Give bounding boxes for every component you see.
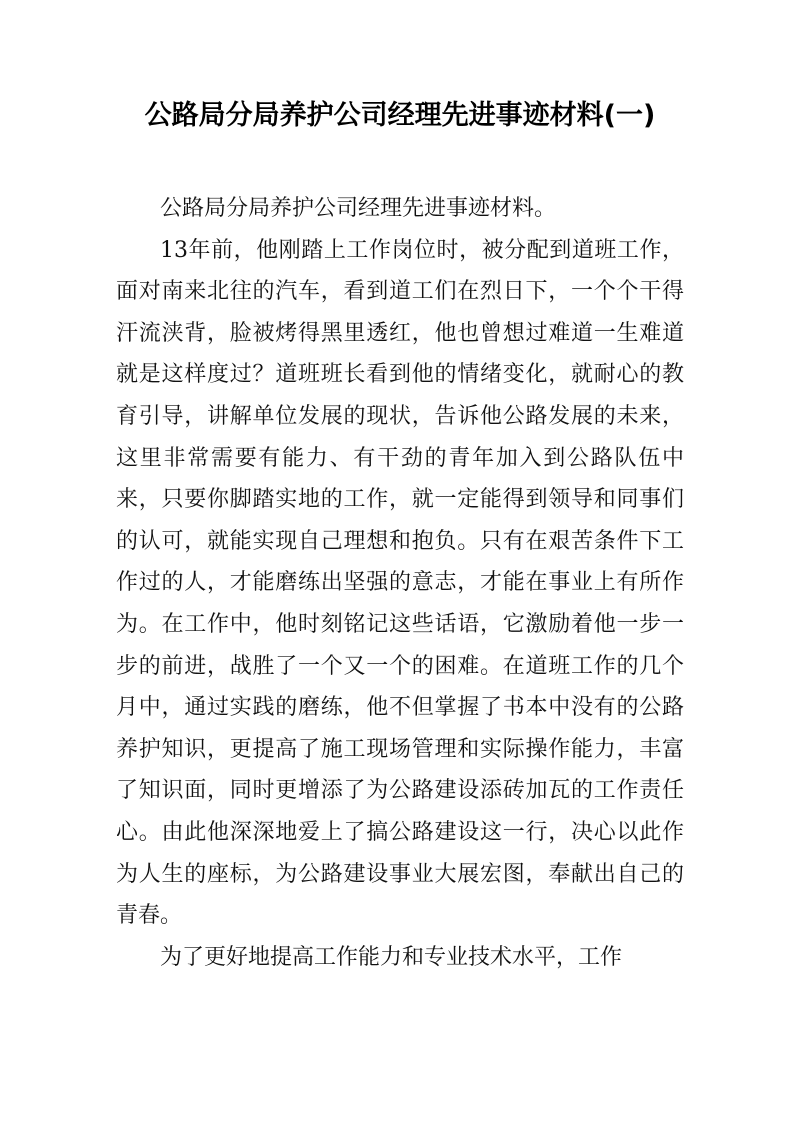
document-body bbox=[116, 188, 684, 978]
paragraph-continuation: 为了更好地提高工作能力和专业技术水平，工作 bbox=[160, 944, 623, 970]
paragraph-intro: 公路局分局养护公司经理先进事迹材料。 bbox=[160, 196, 557, 221]
document-title: 公路局分局养护公司经理先进事迹材料(一) bbox=[144, 100, 656, 131]
paragraph-main: 13年前，他刚踏上工作岗位时，被分配到道班工作，面对南来北往的汽车，看到道工们在烈日下，一个个干得汗流浃背，脸被烤得黑里透红，他也曾想过难道一生难道就是这样度过？道班班长看到他的情绪变化，就耐心的教育引导，讲解单位发展的现状，告诉他公路发展的未来，这里非常需要有能力、有干劲的青年加入到公路队伍中来，只要你脚踏实地的工作，就一定能得到领导和同事们的认可，就能实现自己理想和抱负。只有在艰苦条件下工作过的人，才能磨练出坚强的意志，才能在事业上有所作为。在工作中，他时刻铭记这些话语，它激励着他一步一步的前进，战胜了一个又一个的困难。在道班工作的几个月中，通过实践的磨练，他不但掌握了书本中没有的公路养护知识，更提高了施工现场管理和实际操作能力，丰富了知识面，同时更增添了为公路建设添砖加瓦的工作责任心。由此他深深地爱上了搞公路建设这一行，决心以此作为人生的座标，为公路建设事业大展宏图，奉献出自己的青春。 bbox=[116, 237, 684, 929]
